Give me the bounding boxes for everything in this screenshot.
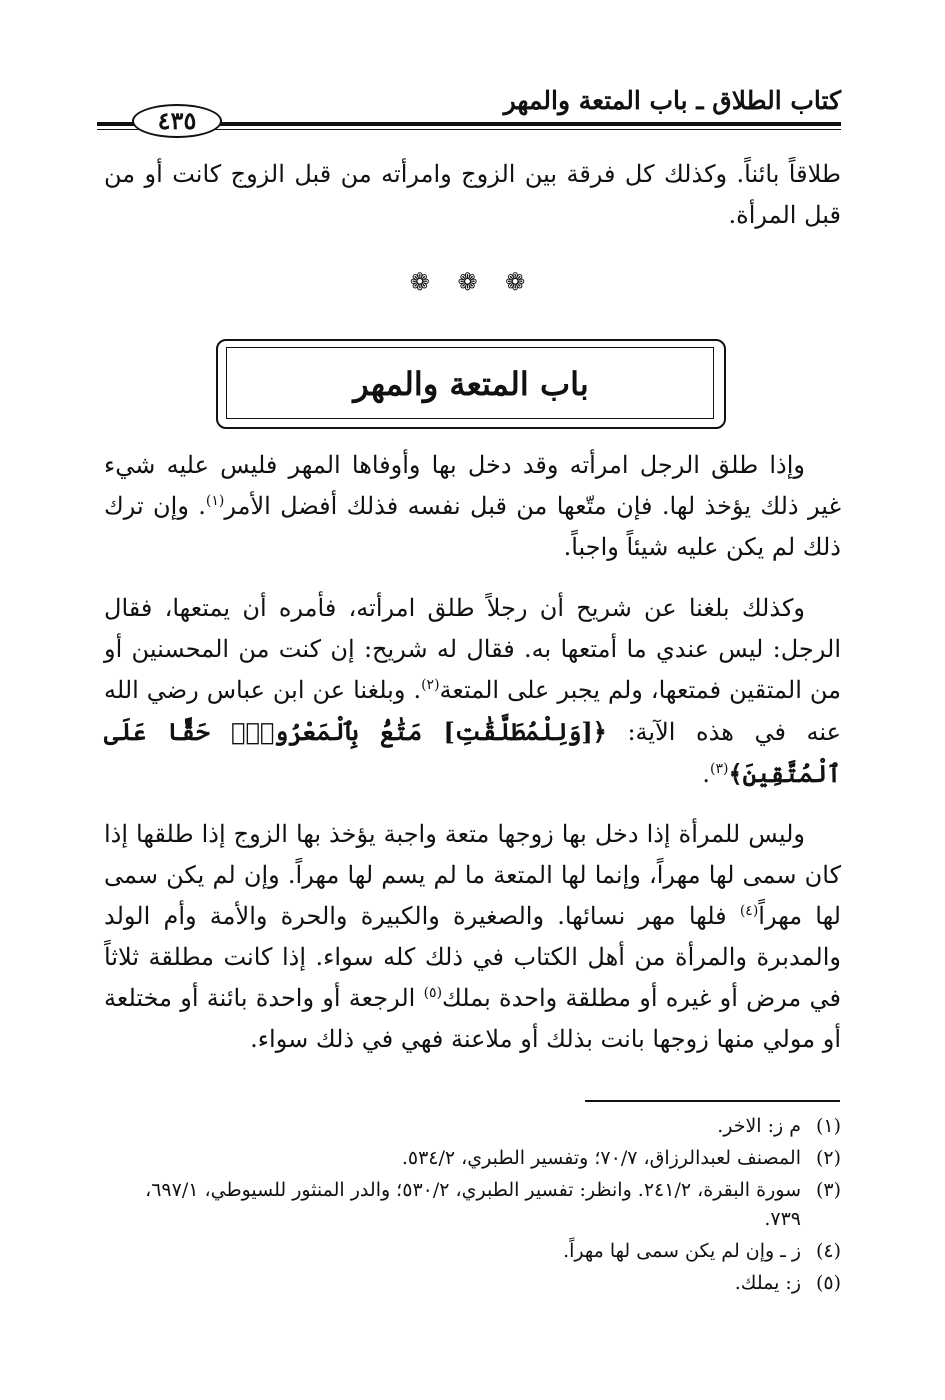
intro-paragraph	[104, 154, 841, 236]
footnote-text: ز: يملك.	[734, 1272, 801, 1294]
footnote-ref-2: (٢)	[421, 677, 440, 693]
p1-text-a: وإذا طلق الرجل امرأته وقد دخل بها وأوفاها المهر فليس عليه شيء غير ذلك يؤخذ لها. فإن متّعها من قبل نفسه فذلك أفضل الأمر	[104, 451, 841, 520]
p2-text-b: . وبلغنا عن ابن عباس رضي الله عنه في هذه الآية:	[104, 676, 841, 746]
footnote-text: سورة البقرة، ٢٤١/٢. وانظر: تفسير الطبري، ٥٣٠/٢؛ والدر المنثور للسيوطي، ٦٩٧/١، ٧٣٩.	[145, 1179, 801, 1230]
running-head: كتاب الطلاق ـ باب المتعة والمهر	[503, 86, 841, 115]
chapter-title: باب المتعة والمهر	[353, 365, 589, 403]
p3-text-b: فلها مهر نسائها. والصغيرة والكبيرة والحرة والأمة وأم الولد والمدبرة والمرأة من أهل الكتاب في ذلك كله سواء. إذا كانت مطلقة ثلاثاً في مرض أو غيره أو مطلقة واحدة بملك	[104, 902, 841, 1012]
page-number: ٤٣٥	[132, 104, 222, 138]
footnote-ref-4: (٤)	[739, 903, 759, 919]
footnote-separator-rule	[585, 1100, 840, 1102]
footnote-number: (١)	[815, 1115, 841, 1137]
footnote-text: م ز: الاخر.	[717, 1115, 801, 1137]
footnote-number: (٢)	[815, 1147, 841, 1169]
p1-text-b: . وإن ترك ذلك لم يكن عليه شيئاً واجباً.	[104, 492, 841, 561]
paragraph-1	[104, 445, 841, 568]
footnote-5	[104, 1269, 841, 1298]
footnotes-list	[104, 1112, 841, 1301]
footnote-3	[104, 1176, 841, 1234]
quran-verse: ﴿[وَلِلْمُطَلَّقَٰتِ] مَتَٰعُۢ بِٱلْمَعْرُوفِۖ حَقًّا عَلَى ٱلْمُتَّقِينَ﴾	[104, 717, 841, 788]
footnote-text: ز ـ وإن لم يكن سمى لها مهراً.	[563, 1240, 801, 1262]
footnote-text: المصنف لعبدالرزاق، ٧٠/٧؛ وتفسير الطبري، ٥٣٤/٢.	[401, 1147, 801, 1169]
footnote-ref-1: (١)	[205, 493, 225, 509]
p2-text-c: .	[702, 760, 711, 788]
intro-text: طلاقاً بائناً. وكذلك كل فرقة بين الزوج وامرأته من قبل الزوج كانت أو من قبل المرأة.	[104, 160, 841, 229]
paragraph-2	[104, 588, 841, 795]
footnote-1	[104, 1112, 841, 1141]
footnote-number: (٥)	[815, 1272, 841, 1294]
paragraph-3	[104, 814, 841, 1060]
p3-text-a: وليس للمرأة إذا دخل بها زوجها متعة واجبة يؤخذ بها الزوج إذا طلقها إذا كان سمى لها مهراً، وإنما لها المتعة ما لم يسم لها مهراً. وإن لم يكن سمى لها مهراً	[104, 820, 841, 930]
footnote-ref-5: (٥)	[423, 985, 443, 1001]
footnote-4	[104, 1237, 841, 1266]
footnote-2	[104, 1144, 841, 1173]
section-separator: ❁ ❁ ❁	[409, 268, 536, 296]
footnote-number: (٣)	[815, 1179, 841, 1201]
footnote-ref-3: (٣)	[710, 761, 729, 777]
p3-text-c: الرجعة أو واحدة بائنة أو مختلعة أو مولي منها زوجها بانت بذلك أو ملاعنة فهي في ذلك سواء.	[104, 984, 841, 1053]
footnote-number: (٤)	[815, 1240, 841, 1262]
p2-text-a: وكذلك بلغنا عن شريح أن رجلاً طلق امرأته، فأمره أن يمتعها، فقال الرجل: ليس عندي ما أمتعها به. فقال له شريح: إن كنت من المحسنين أو من المتقين فمتعها، ولم يجبر على المتعة	[104, 594, 841, 704]
